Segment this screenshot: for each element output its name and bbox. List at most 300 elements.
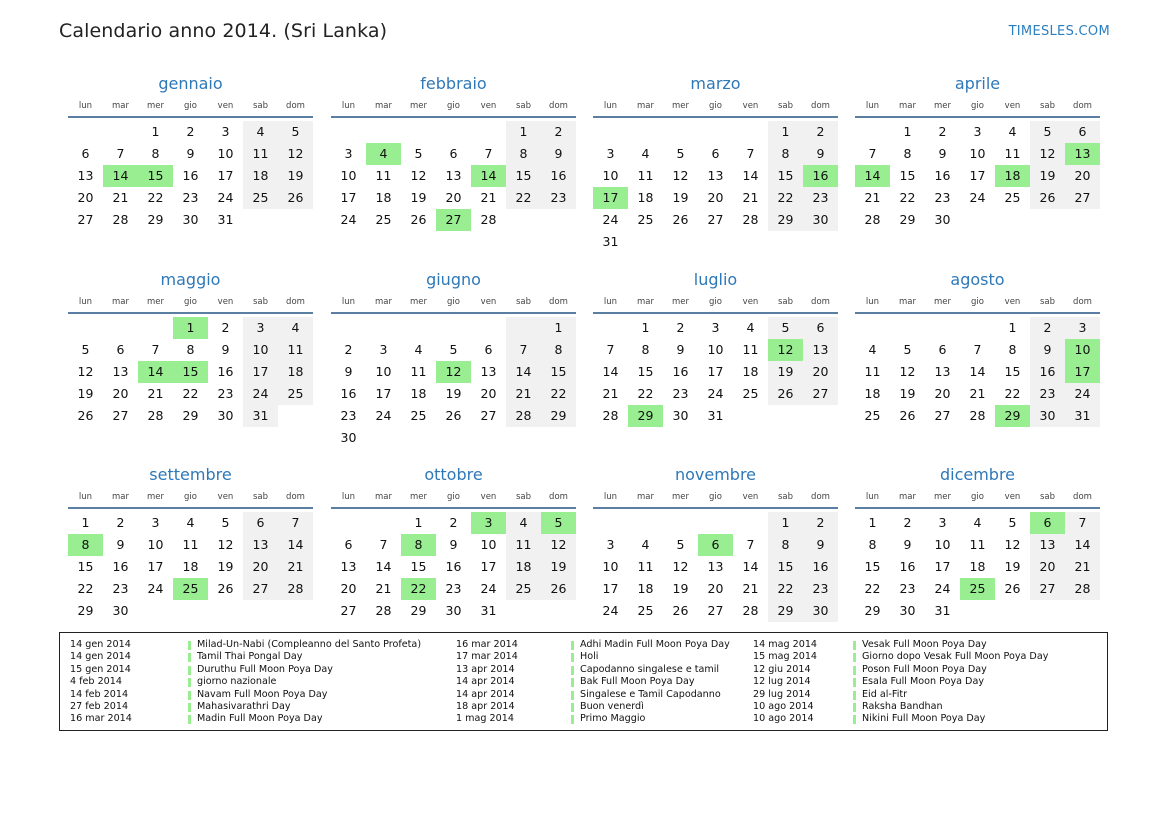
weekday-label: gio — [709, 297, 722, 307]
day-cell: 24 — [602, 212, 619, 227]
day-cell: 9 — [344, 364, 353, 379]
header-divider — [68, 507, 313, 509]
day-cell: 21 — [742, 581, 759, 596]
weekday-label: gio — [971, 492, 984, 502]
weekday-label: gio — [447, 297, 460, 307]
day-cell: 7 — [484, 146, 493, 161]
day-cell: 21 — [480, 190, 497, 205]
weekday-label: ven — [742, 297, 759, 307]
day-cell: 23 — [934, 190, 951, 205]
weekday-label: dom — [1073, 297, 1092, 307]
empty-day-cell — [663, 512, 698, 534]
empty-day-cell — [331, 512, 366, 534]
legend-date: 15 gen 2014 — [70, 663, 131, 675]
legend-date: 18 apr 2014 — [456, 700, 515, 712]
day-cell: 7 — [746, 537, 755, 552]
legend-holiday-name: Eid al-Fitr — [862, 688, 908, 700]
empty-day-cell — [366, 512, 401, 534]
day-cell: 31 — [480, 603, 497, 618]
day-cell: 29 — [768, 600, 803, 622]
day-cell: 29 — [410, 603, 427, 618]
day-cell: 8 — [641, 342, 650, 357]
empty-day-cell — [995, 600, 1030, 622]
day-cell: 30 — [899, 603, 916, 618]
weekday-label: sab — [1039, 492, 1056, 502]
day-cell: 27 — [243, 578, 278, 600]
holiday-day-cell: 13 — [1065, 143, 1100, 165]
holiday-day-cell: 3 — [471, 512, 506, 534]
legend-holiday-name: Tamil Thai Pongal Day — [197, 651, 303, 663]
day-cell: 15 — [899, 168, 916, 183]
day-cell: 28 — [864, 212, 881, 227]
day-cell: 10 — [707, 342, 724, 357]
day-cell: 5 — [449, 342, 458, 357]
holiday-legend — [59, 632, 1108, 731]
day-cell: 26 — [672, 603, 689, 618]
holiday-marker-icon — [571, 691, 574, 700]
holiday-marker-icon — [188, 715, 191, 724]
month-aprile — [855, 74, 1100, 231]
day-cell: 30 — [1030, 405, 1065, 427]
empty-day-cell — [138, 317, 173, 339]
weekday-label: mer — [933, 101, 951, 111]
day-cell: 9 — [1030, 339, 1065, 361]
legend-date: 14 mag 2014 — [753, 639, 818, 650]
day-cell: 12 — [217, 537, 234, 552]
month-name: aprile — [954, 74, 1001, 93]
weekday-header — [68, 292, 313, 312]
legend-entry — [753, 676, 1133, 688]
header-divider — [593, 312, 838, 314]
day-cell: 19 — [899, 386, 916, 401]
day-grid — [593, 512, 838, 622]
day-cell: 12 — [1004, 537, 1021, 552]
weekday-label: lun — [865, 101, 880, 111]
day-cell: 19 — [278, 165, 313, 187]
month-marzo — [593, 74, 838, 253]
day-cell: 25 — [1004, 190, 1021, 205]
weekday-label: dom — [811, 297, 830, 307]
day-cell: 2 — [449, 515, 458, 530]
day-cell: 10 — [340, 168, 357, 183]
day-cell: 19 — [410, 190, 427, 205]
day-cell: 13 — [112, 364, 129, 379]
day-cell: 13 — [243, 534, 278, 556]
weekday-label: lun — [865, 492, 880, 502]
weekday-header — [331, 292, 576, 312]
day-cell: 11 — [375, 168, 392, 183]
day-cell: 23 — [182, 190, 199, 205]
day-cell: 4 — [1008, 124, 1017, 139]
day-cell: 1 — [768, 512, 803, 534]
day-cell: 16 — [541, 165, 576, 187]
day-cell: 27 — [803, 383, 838, 405]
empty-day-cell — [278, 600, 313, 622]
day-cell: 3 — [606, 537, 615, 552]
day-cell: 1 — [768, 121, 803, 143]
day-cell: 29 — [77, 603, 94, 618]
empty-day-cell — [733, 121, 768, 143]
weekday-label: mar — [112, 297, 129, 307]
month-maggio — [68, 270, 313, 427]
weekday-header — [855, 292, 1100, 312]
day-cell: 1 — [151, 124, 160, 139]
day-cell: 14 — [375, 559, 392, 574]
weekday-label: mar — [637, 492, 654, 502]
day-cell: 4 — [243, 121, 278, 143]
day-cell: 19 — [1030, 165, 1065, 187]
day-cell: 2 — [803, 512, 838, 534]
holiday-marker-icon — [853, 678, 856, 687]
day-cell: 15 — [768, 556, 803, 578]
day-cell: 16 — [1030, 361, 1065, 383]
day-cell: 20 — [480, 386, 497, 401]
empty-day-cell — [401, 317, 436, 339]
day-cell: 24 — [340, 212, 357, 227]
holiday-day-cell: 22 — [401, 578, 436, 600]
day-cell: 9 — [186, 146, 195, 161]
day-cell: 13 — [340, 559, 357, 574]
empty-day-cell — [278, 405, 313, 427]
day-cell: 9 — [903, 537, 912, 552]
day-cell: 6 — [711, 146, 720, 161]
empty-day-cell — [925, 317, 960, 339]
day-cell: 11 — [969, 537, 986, 552]
weekday-header — [68, 487, 313, 507]
day-cell: 17 — [707, 364, 724, 379]
day-cell: 2 — [803, 121, 838, 143]
empty-day-cell — [436, 427, 471, 449]
day-cell: 17 — [217, 168, 234, 183]
day-cell: 30 — [803, 209, 838, 231]
legend-entry — [70, 651, 450, 663]
day-cell: 27 — [707, 603, 724, 618]
day-cell: 2 — [676, 320, 685, 335]
day-cell: 17 — [969, 168, 986, 183]
day-cell: 3 — [938, 515, 947, 530]
weekday-label: gio — [971, 297, 984, 307]
holiday-marker-icon — [188, 691, 191, 700]
weekday-label: sab — [777, 297, 794, 307]
day-cell: 8 — [768, 534, 803, 556]
empty-day-cell — [506, 427, 541, 449]
legend-date: 27 feb 2014 — [70, 700, 129, 712]
legend-holiday-name: Capodanno singalese e tamil — [580, 663, 720, 675]
month-febbraio — [331, 74, 576, 231]
legend-holiday-name: Mahasivarathri Day — [197, 700, 291, 712]
legend-holiday-name: Raksha Bandhan — [862, 700, 943, 712]
day-cell: 18 — [864, 386, 881, 401]
day-cell: 15 — [637, 364, 654, 379]
day-cell: 26 — [768, 383, 803, 405]
empty-day-cell — [366, 121, 401, 143]
day-cell: 2 — [903, 515, 912, 530]
day-cell: 27 — [707, 212, 724, 227]
legend-entry — [753, 701, 1133, 713]
holiday-day-cell: 5 — [541, 512, 576, 534]
day-cell: 22 — [1004, 386, 1021, 401]
day-cell: 7 — [1065, 512, 1100, 534]
day-cell: 24 — [375, 408, 392, 423]
month-dicembre — [855, 465, 1100, 622]
holiday-day-cell: 6 — [698, 534, 733, 556]
day-cell: 20 — [934, 386, 951, 401]
weekday-label: ven — [217, 101, 234, 111]
month-luglio — [593, 270, 838, 427]
day-cell: 21 — [375, 581, 392, 596]
weekday-label: lun — [341, 101, 356, 111]
day-cell: 7 — [278, 512, 313, 534]
day-cell: 24 — [707, 386, 724, 401]
day-cell: 3 — [379, 342, 388, 357]
header-divider — [331, 312, 576, 314]
weekday-label: sab — [252, 492, 269, 502]
day-cell: 27 — [1065, 187, 1100, 209]
weekday-label: mer — [409, 492, 427, 502]
day-cell: 4 — [641, 146, 650, 161]
day-cell: 30 — [672, 408, 689, 423]
weekday-label: gio — [971, 101, 984, 111]
day-cell: 6 — [484, 342, 493, 357]
day-cell: 4 — [278, 317, 313, 339]
weekday-label: sab — [777, 492, 794, 502]
day-cell: 7 — [973, 342, 982, 357]
empty-day-cell — [541, 600, 576, 622]
day-cell: 29 — [768, 209, 803, 231]
empty-day-cell — [366, 427, 401, 449]
day-grid — [593, 121, 838, 253]
day-cell: 17 — [340, 190, 357, 205]
day-cell: 14 — [742, 168, 759, 183]
weekday-label: lun — [603, 492, 618, 502]
day-cell: 6 — [81, 146, 90, 161]
day-cell: 8 — [151, 146, 160, 161]
holiday-day-cell: 17 — [1065, 361, 1100, 383]
legend-entry — [70, 689, 450, 701]
day-cell: 8 — [506, 143, 541, 165]
day-cell: 13 — [445, 168, 462, 183]
empty-day-cell — [331, 121, 366, 143]
day-cell: 21 — [112, 190, 129, 205]
day-cell: 7 — [868, 146, 877, 161]
weekday-label: sab — [1039, 101, 1056, 111]
day-cell: 16 — [672, 364, 689, 379]
day-cell: 12 — [672, 168, 689, 183]
day-cell: 21 — [147, 386, 164, 401]
day-cell: 28 — [506, 405, 541, 427]
day-cell: 28 — [147, 408, 164, 423]
day-cell: 7 — [151, 342, 160, 357]
day-cell: 25 — [375, 212, 392, 227]
empty-day-cell — [628, 512, 663, 534]
holiday-marker-icon — [571, 678, 574, 687]
day-cell: 1 — [81, 515, 90, 530]
holiday-marker-icon — [853, 715, 856, 724]
day-cell: 26 — [77, 408, 94, 423]
holiday-day-cell: 16 — [803, 165, 838, 187]
day-cell: 11 — [864, 364, 881, 379]
brand-link[interactable]: TIMESLES.COM — [1008, 24, 1110, 39]
legend-entry — [753, 651, 1133, 663]
legend-holiday-name: Vesak Full Moon Poya Day — [862, 639, 987, 650]
day-cell: 30 — [112, 603, 129, 618]
holiday-marker-icon — [571, 715, 574, 724]
weekday-label: dom — [549, 297, 568, 307]
day-cell: 22 — [637, 386, 654, 401]
empty-day-cell — [103, 317, 138, 339]
holiday-marker-icon — [571, 641, 574, 650]
day-grid — [68, 512, 313, 622]
day-cell: 22 — [506, 187, 541, 209]
day-cell: 20 — [340, 581, 357, 596]
empty-day-cell — [593, 512, 628, 534]
month-name: novembre — [674, 465, 757, 484]
month-name: gennaio — [158, 74, 223, 93]
holiday-marker-icon — [853, 666, 856, 675]
weekday-label: dom — [549, 101, 568, 111]
day-cell: 7 — [606, 342, 615, 357]
empty-day-cell — [855, 121, 890, 143]
day-cell: 30 — [340, 430, 357, 445]
empty-day-cell — [733, 405, 768, 427]
day-cell: 9 — [938, 146, 947, 161]
day-cell: 6 — [243, 512, 278, 534]
weekday-label: mar — [375, 101, 392, 111]
holiday-marker-icon — [188, 666, 191, 675]
day-cell: 2 — [541, 121, 576, 143]
weekday-header — [855, 487, 1100, 507]
day-cell: 18 — [637, 581, 654, 596]
day-cell: 20 — [77, 190, 94, 205]
day-cell: 24 — [934, 581, 951, 596]
day-cell: 16 — [217, 364, 234, 379]
day-cell: 29 — [147, 212, 164, 227]
weekday-label: ven — [742, 492, 759, 502]
weekday-label: ven — [480, 492, 497, 502]
day-cell: 21 — [1065, 556, 1100, 578]
day-cell: 30 — [803, 600, 838, 622]
day-cell: 17 — [147, 559, 164, 574]
holiday-day-cell: 27 — [436, 209, 471, 231]
day-cell: 2 — [116, 515, 125, 530]
day-cell: 1 — [414, 515, 423, 530]
day-cell: 13 — [934, 364, 951, 379]
legend-column — [70, 639, 450, 726]
legend-date: 17 mar 2014 — [456, 651, 518, 663]
holiday-day-cell: 8 — [401, 534, 436, 556]
day-cell: 13 — [1030, 534, 1065, 556]
day-cell: 8 — [768, 143, 803, 165]
empty-day-cell — [593, 121, 628, 143]
day-cell: 18 — [506, 556, 541, 578]
day-cell: 25 — [278, 383, 313, 405]
empty-day-cell — [1030, 600, 1065, 622]
legend-date: 10 ago 2014 — [753, 713, 814, 725]
weekday-label: gio — [184, 492, 197, 502]
holiday-day-cell: 14 — [855, 165, 890, 187]
holiday-marker-icon — [571, 653, 574, 662]
weekday-label: lun — [341, 492, 356, 502]
empty-day-cell — [803, 231, 838, 253]
day-cell: 18 — [182, 559, 199, 574]
day-cell: 26 — [445, 408, 462, 423]
weekday-label: dom — [286, 297, 305, 307]
day-cell: 8 — [186, 342, 195, 357]
day-cell: 8 — [1008, 342, 1017, 357]
day-cell: 5 — [278, 121, 313, 143]
day-cell: 20 — [243, 556, 278, 578]
month-novembre — [593, 465, 838, 622]
header-divider — [593, 116, 838, 118]
day-cell: 4 — [186, 515, 195, 530]
day-cell: 3 — [344, 146, 353, 161]
legend-holiday-name: Navam Full Moon Poya Day — [197, 688, 328, 700]
day-cell: 22 — [147, 190, 164, 205]
weekday-label: sab — [515, 297, 532, 307]
month-name: giugno — [426, 270, 481, 289]
day-cell: 28 — [602, 408, 619, 423]
holiday-day-cell: 10 — [1065, 339, 1100, 361]
day-cell: 25 — [637, 212, 654, 227]
day-cell: 9 — [676, 342, 685, 357]
day-cell: 9 — [116, 537, 125, 552]
day-cell: 24 — [480, 581, 497, 596]
weekday-label: gio — [447, 492, 460, 502]
day-cell: 31 — [217, 212, 234, 227]
legend-entry — [70, 676, 450, 688]
weekday-label: mer — [671, 297, 689, 307]
empty-day-cell — [698, 231, 733, 253]
legend-holiday-name: Nikini Full Moon Poya Day — [862, 713, 986, 725]
day-cell: 4 — [641, 537, 650, 552]
day-cell: 17 — [934, 559, 951, 574]
empty-day-cell — [663, 121, 698, 143]
day-cell: 31 — [243, 405, 278, 427]
month-name: luglio — [693, 270, 738, 289]
day-grid — [855, 512, 1100, 622]
weekday-label: lun — [865, 297, 880, 307]
weekday-label: mar — [899, 101, 916, 111]
day-cell: 4 — [414, 342, 423, 357]
legend-holiday-name: Esala Full Moon Poya Day — [862, 676, 984, 688]
day-cell: 30 — [217, 408, 234, 423]
month-settembre — [68, 465, 313, 622]
day-cell: 7 — [379, 537, 388, 552]
day-cell: 16 — [112, 559, 129, 574]
weekday-label: mer — [146, 297, 164, 307]
day-cell: 15 — [410, 559, 427, 574]
legend-entry — [753, 713, 1133, 725]
day-cell: 16 — [445, 559, 462, 574]
header-divider — [331, 507, 576, 509]
day-cell: 4 — [973, 515, 982, 530]
day-cell: 8 — [903, 146, 912, 161]
day-cell: 19 — [768, 361, 803, 383]
empty-day-cell — [698, 512, 733, 534]
legend-date: 14 apr 2014 — [456, 676, 515, 688]
empty-day-cell — [506, 317, 541, 339]
legend-date: 29 lug 2014 — [753, 688, 811, 700]
empty-day-cell — [436, 317, 471, 339]
empty-day-cell — [103, 121, 138, 143]
empty-day-cell — [366, 317, 401, 339]
weekday-label: lun — [603, 101, 618, 111]
day-cell: 3 — [1065, 317, 1100, 339]
day-cell: 27 — [480, 408, 497, 423]
day-cell: 6 — [449, 146, 458, 161]
day-cell: 27 — [77, 212, 94, 227]
day-cell: 6 — [1065, 121, 1100, 143]
